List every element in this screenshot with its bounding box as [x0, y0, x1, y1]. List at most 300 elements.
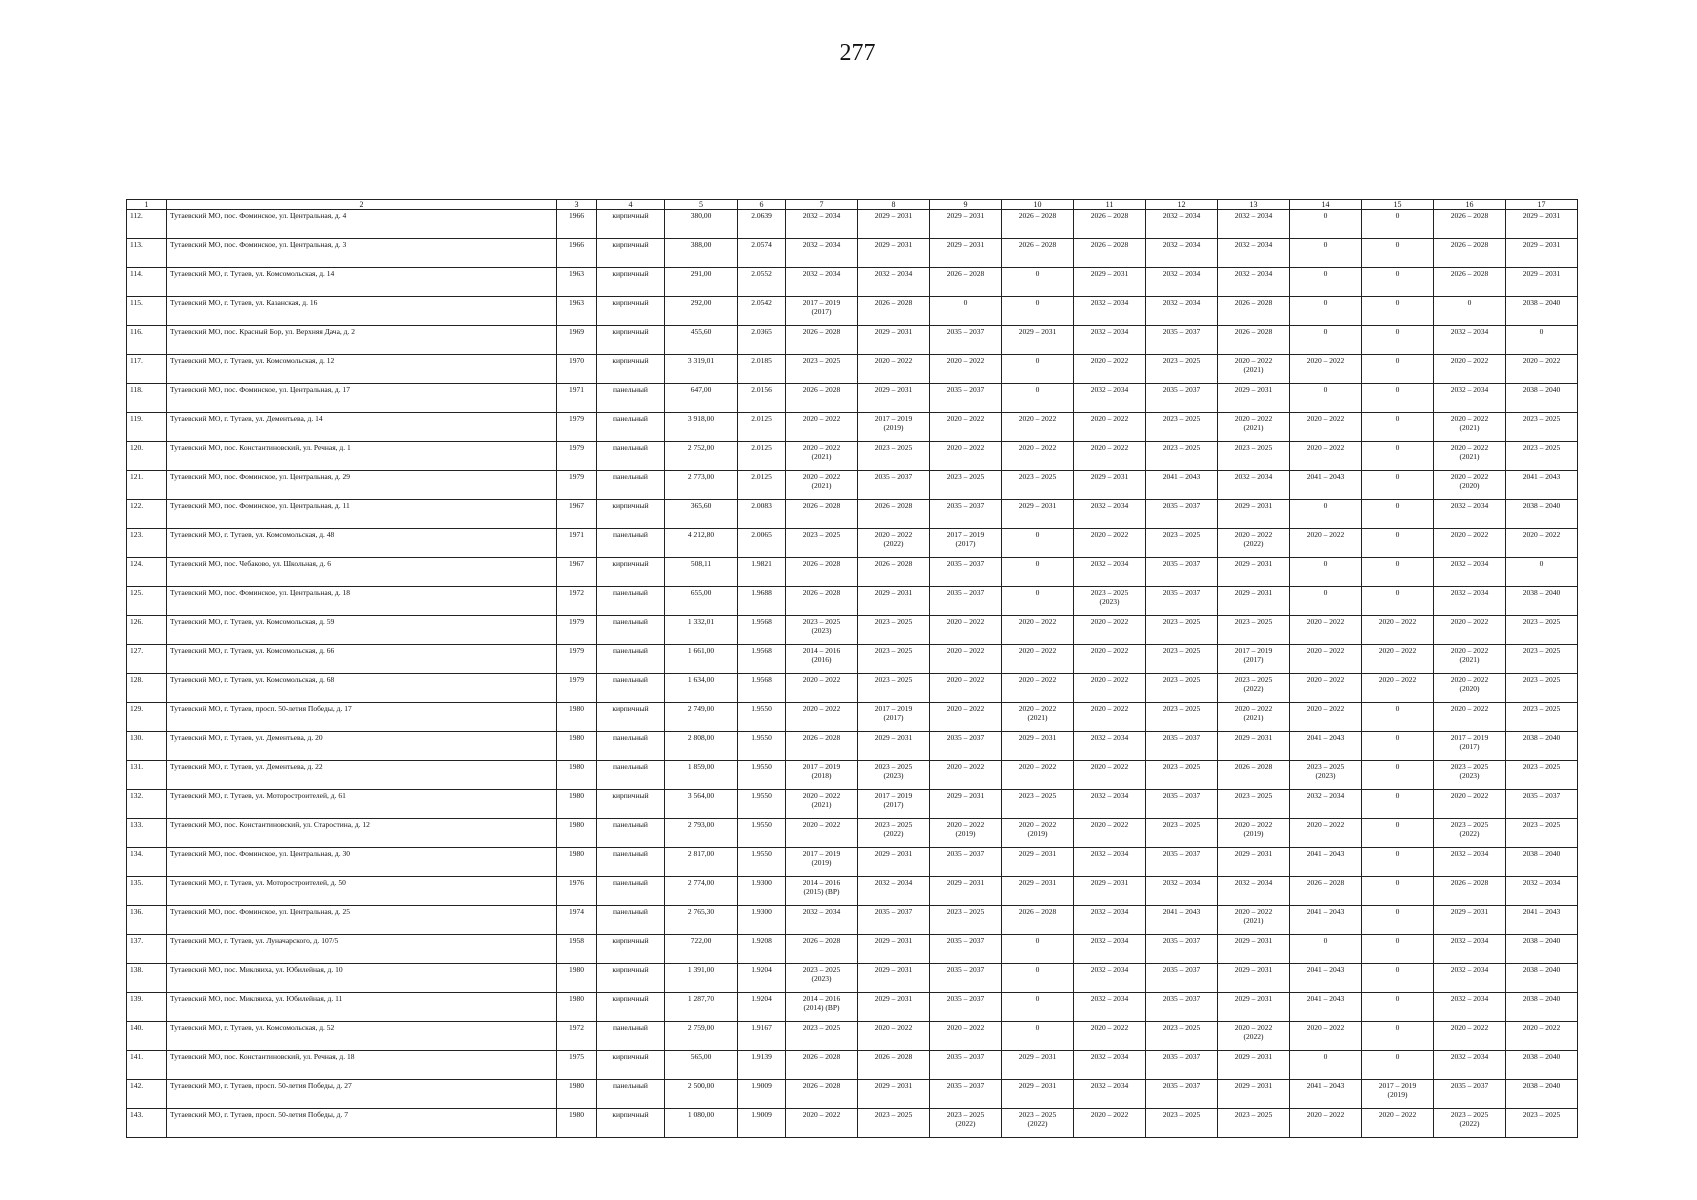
table-cell: 2020 – 2022	[1074, 761, 1146, 790]
table-cell: 2038 – 2040	[1506, 384, 1578, 413]
table-cell: 2020 – 2022	[1074, 1022, 1146, 1051]
table-cell: Тутаевский МО, пос. Фоминское, ул. Центральная, д. 29	[167, 471, 557, 500]
table-cell: 2020 – 2022	[1290, 355, 1362, 384]
table-cell: 2 808,00	[665, 732, 738, 761]
table-cell: кирпичный	[597, 964, 665, 993]
table-cell: 2035 – 2037	[1146, 993, 1218, 1022]
table-cell: 0	[1362, 529, 1434, 558]
table-row	[127, 761, 1578, 790]
table-cell: Тутаевский МО, г. Тутаев, ул. Луначарского, д. 107/5	[167, 935, 557, 964]
table-cell: 2020 – 2022	[1074, 674, 1146, 703]
table-cell: 2023 – 2025	[1506, 442, 1578, 471]
table-cell: 2026 – 2028	[1002, 210, 1074, 239]
table-cell: 1969	[557, 326, 597, 355]
table-cell: панельный	[597, 906, 665, 935]
table-cell: 1 391,00	[665, 964, 738, 993]
table-cell: 2035 – 2037	[1146, 732, 1218, 761]
table-cell: 0	[1506, 558, 1578, 587]
table-cell: 2035 – 2037	[1146, 384, 1218, 413]
table-cell: 2026 – 2028	[1074, 239, 1146, 268]
table-cell: 2023 – 2025 (2022)	[1434, 819, 1506, 848]
table-cell: 0	[1290, 1051, 1362, 1080]
table-cell: 2035 – 2037	[930, 326, 1002, 355]
table-cell: 0	[1002, 993, 1074, 1022]
table-cell: 1 634,00	[665, 674, 738, 703]
table-cell: 2032 – 2034	[1218, 877, 1290, 906]
table-cell: 1972	[557, 587, 597, 616]
table-cell: 2029 – 2031	[1434, 906, 1506, 935]
table-cell: 124.	[127, 558, 167, 587]
table-cell: 1980	[557, 1080, 597, 1109]
table-cell: 2035 – 2037	[930, 558, 1002, 587]
table-cell: Тутаевский МО, пос. Чебаково, ул. Школьная, д. 6	[167, 558, 557, 587]
table-cell: 2.0083	[738, 500, 786, 529]
table-cell: 2029 – 2031	[1002, 848, 1074, 877]
table-cell: 2023 – 2025	[1002, 790, 1074, 819]
table-row	[127, 906, 1578, 935]
table-cell: 2032 – 2034	[858, 268, 930, 297]
table-cell: 2023 – 2025	[930, 471, 1002, 500]
column-header: 8	[858, 200, 930, 210]
table-cell: 2020 – 2022	[1074, 819, 1146, 848]
table-cell: 2023 – 2025	[858, 645, 930, 674]
table-cell: 655,00	[665, 587, 738, 616]
table-row	[127, 1109, 1578, 1138]
table-cell: 2.0185	[738, 355, 786, 384]
table-cell: 2029 – 2031	[1218, 384, 1290, 413]
table-cell: 1966	[557, 239, 597, 268]
table-cell: 2020 – 2022	[786, 819, 858, 848]
table-cell: 2032 – 2034	[1434, 993, 1506, 1022]
table-cell: 2041 – 2043	[1290, 993, 1362, 1022]
table-cell: 113.	[127, 239, 167, 268]
table-cell: 140.	[127, 1022, 167, 1051]
table-cell: 2032 – 2034	[1434, 935, 1506, 964]
table-cell: 2.0542	[738, 297, 786, 326]
column-header: 5	[665, 200, 738, 210]
table-cell: кирпичный	[597, 1051, 665, 1080]
table-cell: 2029 – 2031	[1002, 1080, 1074, 1109]
table-cell: 2032 – 2034	[1146, 239, 1218, 268]
table-cell: 2023 – 2025 (2023)	[1434, 761, 1506, 790]
table-cell: 2032 – 2034	[1074, 558, 1146, 587]
table-cell: 508,11	[665, 558, 738, 587]
table-cell: 2041 – 2043	[1290, 848, 1362, 877]
column-header: 14	[1290, 200, 1362, 210]
table-cell: 2029 – 2031	[858, 993, 930, 1022]
table-cell: 2041 – 2043	[1290, 906, 1362, 935]
table-cell: 2026 – 2028	[786, 326, 858, 355]
table-cell: кирпичный	[597, 500, 665, 529]
table-cell: 1966	[557, 210, 597, 239]
table-cell: 2023 – 2025 (2023)	[858, 761, 930, 790]
table-cell: 0	[1290, 210, 1362, 239]
table-cell: 2029 – 2031	[858, 1080, 930, 1109]
table-cell: 2023 – 2025	[1146, 703, 1218, 732]
table-cell: 2035 – 2037	[858, 906, 930, 935]
table-cell: 2029 – 2031	[1506, 268, 1578, 297]
table-cell: 136.	[127, 906, 167, 935]
table-cell: 0	[1002, 935, 1074, 964]
table-cell: 0	[1290, 326, 1362, 355]
table-cell: 2029 – 2031	[1218, 1080, 1290, 1109]
table-cell: 2032 – 2034	[1506, 877, 1578, 906]
table-cell: 2026 – 2028	[786, 587, 858, 616]
table-row	[127, 355, 1578, 384]
table-cell: 2023 – 2025	[1146, 355, 1218, 384]
table-cell: 2038 – 2040	[1506, 587, 1578, 616]
table-cell: 2029 – 2031	[1218, 935, 1290, 964]
table-cell: 0	[1002, 268, 1074, 297]
table-cell: 2041 – 2043	[1146, 906, 1218, 935]
table-cell: 2026 – 2028	[786, 732, 858, 761]
table-row	[127, 732, 1578, 761]
page-number: 277	[839, 40, 876, 66]
table-cell: кирпичный	[597, 993, 665, 1022]
table-cell: 0	[1362, 268, 1434, 297]
table-cell: 2023 – 2025 (2022)	[930, 1109, 1002, 1138]
table-cell: 0	[1362, 1051, 1434, 1080]
table-cell: 2020 – 2022	[1290, 442, 1362, 471]
table-cell: Тутаевский МО, г. Тутаев, ул. Комсомольская, д. 52	[167, 1022, 557, 1051]
table-cell: 0	[1002, 355, 1074, 384]
table-cell: 2 817,00	[665, 848, 738, 877]
table-cell: 2023 – 2025	[1506, 645, 1578, 674]
table-cell: 2023 – 2025 (2022)	[1434, 1109, 1506, 1138]
column-header: 3	[557, 200, 597, 210]
data-table	[126, 199, 1578, 1138]
table-cell: 2017 – 2019 (2017)	[1434, 732, 1506, 761]
table-cell: Тутаевский МО, пос. Фоминское, ул. Центральная, д. 3	[167, 239, 557, 268]
table-cell: 2020 – 2022	[1074, 1109, 1146, 1138]
table-cell: 120.	[127, 442, 167, 471]
table-cell: 2029 – 2031	[930, 210, 1002, 239]
table-cell: 0	[1290, 384, 1362, 413]
table-cell: 2020 – 2022	[1290, 703, 1362, 732]
table-cell: 2020 – 2022 (2020)	[1434, 471, 1506, 500]
table-cell: 365,60	[665, 500, 738, 529]
table-cell: 2020 – 2022 (2019)	[1218, 819, 1290, 848]
table-cell: 2017 – 2019 (2017)	[786, 297, 858, 326]
table-cell: 1.9009	[738, 1109, 786, 1138]
table-cell: 2032 – 2034	[1074, 384, 1146, 413]
table-cell: 291,00	[665, 268, 738, 297]
table-cell: 1979	[557, 674, 597, 703]
table-cell: 2020 – 2022	[1290, 819, 1362, 848]
table-row	[127, 239, 1578, 268]
table-cell: 1.9688	[738, 587, 786, 616]
column-header: 7	[786, 200, 858, 210]
table-cell: 2032 – 2034	[1146, 877, 1218, 906]
table-cell: 2023 – 2025	[1146, 529, 1218, 558]
table-cell: 2017 – 2019 (2019)	[858, 413, 930, 442]
table-cell: 2023 – 2025	[1146, 1022, 1218, 1051]
table-cell: 2035 – 2037	[930, 993, 1002, 1022]
table-row	[127, 993, 1578, 1022]
table-cell: 2041 – 2043	[1290, 1080, 1362, 1109]
table-cell: 1.9821	[738, 558, 786, 587]
table-cell: Тутаевский МО, г. Тутаев, ул. Моторостроителей, д. 50	[167, 877, 557, 906]
table-cell: 2029 – 2031	[1074, 268, 1146, 297]
table-cell: 2020 – 2022	[1434, 529, 1506, 558]
table-cell: 2035 – 2037	[930, 732, 1002, 761]
table-cell: 0	[1290, 268, 1362, 297]
table-cell: 0	[1362, 906, 1434, 935]
table-cell: 0	[1362, 210, 1434, 239]
table-cell: 2026 – 2028	[1218, 761, 1290, 790]
table-cell: Тутаевский МО, пос. Фоминское, ул. Центральная, д. 18	[167, 587, 557, 616]
table-cell: 139.	[127, 993, 167, 1022]
table-cell: 2020 – 2022	[786, 413, 858, 442]
table-cell: 0	[1506, 326, 1578, 355]
table-cell: 2020 – 2022	[930, 761, 1002, 790]
table-cell: 2026 – 2028	[786, 935, 858, 964]
table-cell: 2038 – 2040	[1506, 297, 1578, 326]
table-cell: панельный	[597, 732, 665, 761]
table-cell: 2026 – 2028	[1218, 297, 1290, 326]
table-cell: 1979	[557, 413, 597, 442]
table-cell: 2035 – 2037	[930, 848, 1002, 877]
column-header: 17	[1506, 200, 1578, 210]
table-cell: 2035 – 2037	[930, 1080, 1002, 1109]
table-cell: 2029 – 2031	[858, 384, 930, 413]
table-cell: 1980	[557, 703, 597, 732]
table-cell: 2.0065	[738, 529, 786, 558]
table-cell: 2020 – 2022	[1074, 355, 1146, 384]
table-cell: Тутаевский МО, пос. Фоминское, ул. Центральная, д. 17	[167, 384, 557, 413]
table-cell: 2023 – 2025	[786, 1022, 858, 1051]
table-cell: 2029 – 2031	[1218, 993, 1290, 1022]
table-cell: 2029 – 2031	[858, 935, 930, 964]
table-cell: 121.	[127, 471, 167, 500]
table-cell: 1980	[557, 761, 597, 790]
table-cell: 2020 – 2022	[1434, 790, 1506, 819]
table-cell: 2032 – 2034	[1074, 732, 1146, 761]
table-cell: Тутаевский МО, г. Тутаев, ул. Дементьева, д. 14	[167, 413, 557, 442]
table-cell: 2023 – 2025	[1506, 413, 1578, 442]
table-cell: 1980	[557, 964, 597, 993]
table-cell: 0	[1002, 587, 1074, 616]
table-cell: 2023 – 2025	[1506, 703, 1578, 732]
table-cell: 0	[1362, 877, 1434, 906]
table-cell: 142.	[127, 1080, 167, 1109]
table-cell: 2029 – 2031	[1218, 732, 1290, 761]
table-row	[127, 297, 1578, 326]
table-cell: 2020 – 2022	[858, 355, 930, 384]
table-cell: 0	[1362, 993, 1434, 1022]
table-row	[127, 1022, 1578, 1051]
table-cell: 2029 – 2031	[1074, 877, 1146, 906]
table-cell: 2020 – 2022 (2021)	[1218, 413, 1290, 442]
table-cell: 2029 – 2031	[1074, 471, 1146, 500]
table-cell: 131.	[127, 761, 167, 790]
table-cell: 1958	[557, 935, 597, 964]
table-cell: 2029 – 2031	[1002, 732, 1074, 761]
table-cell: 0	[1290, 297, 1362, 326]
table-cell: 2020 – 2022	[930, 355, 1002, 384]
table-cell: 2.0125	[738, 442, 786, 471]
table-cell: 2020 – 2022	[1290, 1109, 1362, 1138]
table-cell: 2020 – 2022	[1290, 616, 1362, 645]
table-cell: 2032 – 2034	[1218, 268, 1290, 297]
table-cell: 2035 – 2037	[1506, 790, 1578, 819]
table-cell: 2020 – 2022	[1074, 442, 1146, 471]
table-cell: 2 759,00	[665, 1022, 738, 1051]
table-cell: 2026 – 2028	[786, 384, 858, 413]
table-cell: 1974	[557, 906, 597, 935]
column-header: 10	[1002, 200, 1074, 210]
table-cell: 2020 – 2022	[1074, 703, 1146, 732]
table-cell: кирпичный	[597, 558, 665, 587]
table-cell: 0	[1290, 587, 1362, 616]
column-header: 1	[127, 200, 167, 210]
table-cell: 2020 – 2022 (2019)	[930, 819, 1002, 848]
table-cell: 1980	[557, 819, 597, 848]
table-cell: 2029 – 2031	[1002, 500, 1074, 529]
table-cell: 2032 – 2034	[786, 268, 858, 297]
table-cell: 2020 – 2022 (2020)	[1434, 674, 1506, 703]
table-cell: 2020 – 2022 (2021)	[1434, 645, 1506, 674]
table-row	[127, 819, 1578, 848]
table-cell: панельный	[597, 1080, 665, 1109]
table-cell: 1.9139	[738, 1051, 786, 1080]
table-cell: Тутаевский МО, г. Тутаев, ул. Моторостроителей, д. 61	[167, 790, 557, 819]
table-cell: 2023 – 2025 (2023)	[1074, 587, 1146, 616]
table-row	[127, 587, 1578, 616]
table-cell: кирпичный	[597, 355, 665, 384]
table-cell: 128.	[127, 674, 167, 703]
table-cell: 2026 – 2028	[858, 1051, 930, 1080]
table-cell: 2023 – 2025	[1146, 674, 1218, 703]
table-cell: 127.	[127, 645, 167, 674]
table-cell: 2041 – 2043	[1506, 906, 1578, 935]
table-cell: 125.	[127, 587, 167, 616]
table-cell: 2 793,00	[665, 819, 738, 848]
table-cell: 2029 – 2031	[858, 326, 930, 355]
table-cell: кирпичный	[597, 703, 665, 732]
column-header: 11	[1074, 200, 1146, 210]
table-cell: 2029 – 2031	[930, 877, 1002, 906]
table-cell: 2026 – 2028	[1290, 877, 1362, 906]
table-cell: панельный	[597, 761, 665, 790]
table-cell: 0	[1362, 558, 1434, 587]
table-cell: 2026 – 2028	[786, 500, 858, 529]
table-row	[127, 413, 1578, 442]
table-cell: 2017 – 2019 (2017)	[930, 529, 1002, 558]
table-cell: 1967	[557, 558, 597, 587]
table-cell: 1.9204	[738, 993, 786, 1022]
table-cell: 2023 – 2025	[858, 674, 930, 703]
table-cell: 0	[1362, 500, 1434, 529]
table-cell: 1979	[557, 442, 597, 471]
table-cell: 2020 – 2022 (2022)	[858, 529, 930, 558]
table-cell: 2.0156	[738, 384, 786, 413]
table-cell: 2020 – 2022	[1074, 413, 1146, 442]
table-cell: 2035 – 2037	[930, 935, 1002, 964]
table-cell: 1.9568	[738, 645, 786, 674]
table-cell: 2029 – 2031	[1002, 1051, 1074, 1080]
table-cell: 2020 – 2022	[1074, 529, 1146, 558]
table-cell: 2029 – 2031	[1218, 558, 1290, 587]
table-cell: панельный	[597, 587, 665, 616]
table-cell: Тутаевский МО, г. Тутаев, просп. 50-летия Победы, д. 7	[167, 1109, 557, 1138]
table-cell: 2026 – 2028	[786, 558, 858, 587]
table-cell: кирпичный	[597, 239, 665, 268]
table-cell: 2 749,00	[665, 703, 738, 732]
table-cell: 647,00	[665, 384, 738, 413]
table-cell: 3 564,00	[665, 790, 738, 819]
table-cell: 1963	[557, 268, 597, 297]
table-cell: 143.	[127, 1109, 167, 1138]
table-cell: 1.9550	[738, 848, 786, 877]
table-cell: 2020 – 2022	[1506, 1022, 1578, 1051]
table-cell: кирпичный	[597, 935, 665, 964]
table-cell: 2023 – 2025	[1146, 1109, 1218, 1138]
table-cell: 1979	[557, 471, 597, 500]
table-cell: 2032 – 2034	[1074, 297, 1146, 326]
table-cell: 0	[1362, 732, 1434, 761]
table-cell: 2026 – 2028	[1074, 210, 1146, 239]
table-cell: 118.	[127, 384, 167, 413]
table-cell: 2.0125	[738, 471, 786, 500]
table-cell: 1.9550	[738, 790, 786, 819]
table-cell: 2026 – 2028	[1434, 268, 1506, 297]
table-cell: 2032 – 2034	[786, 210, 858, 239]
table-cell: 2035 – 2037	[1146, 326, 1218, 355]
table-cell: 2023 – 2025	[1146, 442, 1218, 471]
table-cell: Тутаевский МО, пос. Красный Бор, ул. Верхняя Дача, д. 2	[167, 326, 557, 355]
table-cell: Тутаевский МО, г. Тутаев, просп. 50-летия Победы, д. 17	[167, 703, 557, 732]
table-cell: 1980	[557, 790, 597, 819]
table-row	[127, 471, 1578, 500]
table-cell: 2029 – 2031	[1218, 1051, 1290, 1080]
table-cell: 2014 – 2016 (2016)	[786, 645, 858, 674]
table-cell: 1963	[557, 297, 597, 326]
table-cell: Тутаевский МО, г. Тутаев, ул. Комсомольская, д. 14	[167, 268, 557, 297]
table-cell: 2017 – 2019 (2018)	[786, 761, 858, 790]
table-cell: 1970	[557, 355, 597, 384]
table-cell: 2032 – 2034	[1434, 384, 1506, 413]
table-cell: 1979	[557, 645, 597, 674]
table-row	[127, 500, 1578, 529]
table-cell: 2035 – 2037	[930, 384, 1002, 413]
table-cell: кирпичный	[597, 1109, 665, 1138]
table-cell: 2023 – 2025	[858, 616, 930, 645]
table-cell: 722,00	[665, 935, 738, 964]
table-cell: 2017 – 2019 (2017)	[1218, 645, 1290, 674]
table-cell: 2026 – 2028	[1434, 239, 1506, 268]
table-cell: 2020 – 2022	[1362, 616, 1434, 645]
table-cell: 2032 – 2034	[1434, 587, 1506, 616]
table-cell: 2017 – 2019 (2017)	[858, 790, 930, 819]
table-cell: 2020 – 2022	[786, 1109, 858, 1138]
table-cell: 2041 – 2043	[1290, 732, 1362, 761]
table-cell: 0	[1002, 297, 1074, 326]
table-cell: 2038 – 2040	[1506, 500, 1578, 529]
table-cell: 2020 – 2022	[930, 442, 1002, 471]
table-cell: 2026 – 2028	[1434, 877, 1506, 906]
table-cell: 2038 – 2040	[1506, 1051, 1578, 1080]
table-cell: Тутаевский МО, пос. Микляиха, ул. Юбилейная, д. 11	[167, 993, 557, 1022]
table-cell: 0	[1362, 964, 1434, 993]
table-cell: 2020 – 2022	[1434, 355, 1506, 384]
table-cell: 2026 – 2028	[858, 297, 930, 326]
table-row	[127, 558, 1578, 587]
header-row	[127, 200, 1578, 210]
table-cell: 2035 – 2037	[1146, 1080, 1218, 1109]
table-cell: Тутаевский МО, пос. Фоминское, ул. Центральная, д. 11	[167, 500, 557, 529]
table-cell: панельный	[597, 674, 665, 703]
